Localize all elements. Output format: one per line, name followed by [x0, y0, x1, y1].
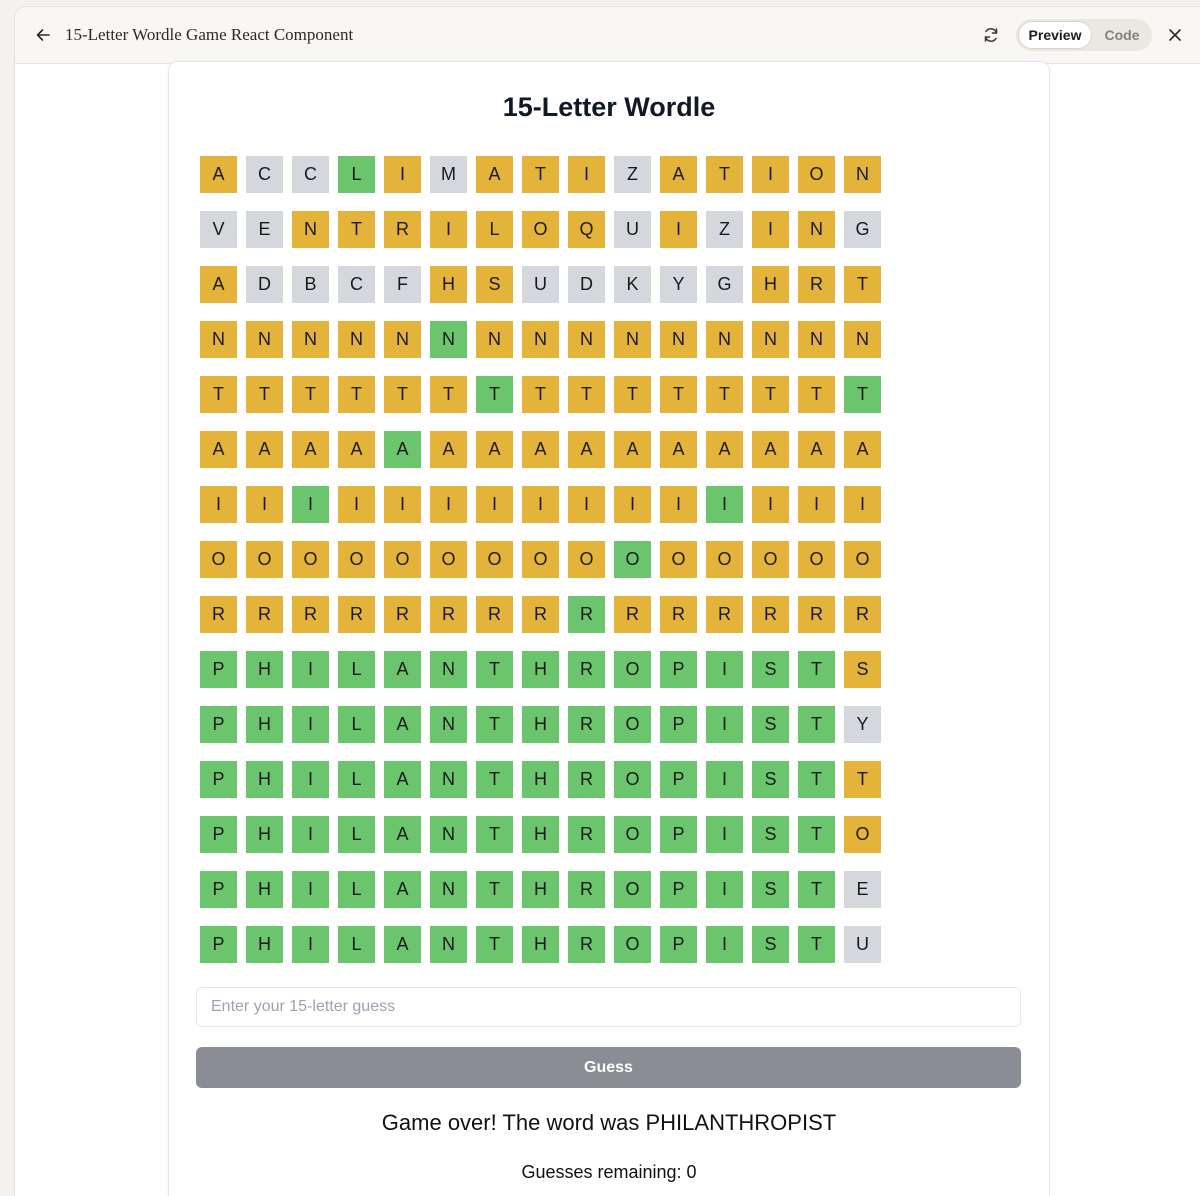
letter-tile-present: O [660, 541, 697, 578]
top-bar [15, 7, 1200, 64]
letter-tile-absent: B [292, 266, 329, 303]
letter-tile-present: T [246, 376, 283, 413]
letter-tile-absent: C [338, 266, 375, 303]
letter-tile-correct: S [752, 926, 789, 963]
letter-tile-present: R [798, 266, 835, 303]
letter-tile-correct: A [384, 871, 421, 908]
letter-tile-present: A [476, 431, 513, 468]
letter-tile-correct: T [798, 761, 835, 798]
letter-tile-correct: N [430, 816, 467, 853]
letter-tile-correct: T [798, 706, 835, 743]
letter-tile-present: A [200, 266, 237, 303]
letter-tile-present: I [568, 156, 605, 193]
back-button[interactable] [31, 23, 55, 47]
letter-tile-present: I [246, 486, 283, 523]
letter-tile-correct: N [430, 706, 467, 743]
letter-tile-present: N [798, 321, 835, 358]
letter-tile-present: N [522, 321, 559, 358]
letter-tile-correct: P [660, 926, 697, 963]
letter-tile-present: T [338, 376, 375, 413]
letter-tile-present: O [706, 541, 743, 578]
letter-tile-correct: P [200, 761, 237, 798]
letter-tile-correct: I [706, 816, 743, 853]
letter-tile-present: R [798, 596, 835, 633]
letter-tile-correct: P [660, 651, 697, 688]
letter-tile-absent: E [246, 211, 283, 248]
letter-tile-present: R [430, 596, 467, 633]
code-tab[interactable]: Code [1104, 27, 1140, 43]
letter-tile-present: T [430, 376, 467, 413]
letter-tile-correct: I [292, 816, 329, 853]
letter-tile-present: T [522, 156, 559, 193]
letter-tile-present: T [844, 761, 881, 798]
letter-tile-correct: P [200, 651, 237, 688]
letter-tile-correct: R [568, 596, 605, 633]
letter-tile-correct: T [476, 651, 513, 688]
preview-tab[interactable]: Preview [1018, 21, 1092, 49]
letter-tile-present: T [706, 376, 743, 413]
letter-tile-present: R [660, 596, 697, 633]
letter-tile-correct: T [798, 651, 835, 688]
letter-tile-present: O [384, 541, 421, 578]
letter-tile-present: A [752, 431, 789, 468]
letter-tile-correct: L [338, 761, 375, 798]
letter-tile-correct: O [614, 541, 651, 578]
letter-tile-present: O [522, 211, 559, 248]
letter-tile-present: A [200, 431, 237, 468]
letter-tile-present: N [476, 321, 513, 358]
letter-tile-present: T [384, 376, 421, 413]
letter-tile-absent: F [384, 266, 421, 303]
letter-tile-present: R [522, 596, 559, 633]
letter-tile-present: N [292, 211, 329, 248]
letter-tile-present: I [430, 486, 467, 523]
letter-tile-correct: P [660, 816, 697, 853]
letter-tile-correct: I [292, 871, 329, 908]
letter-tile-present: I [752, 486, 789, 523]
letter-tile-correct: I [706, 871, 743, 908]
guess-row [200, 486, 890, 523]
letter-tile-absent: C [246, 156, 283, 193]
artifact-title: 15-Letter Wordle Game React Component [65, 25, 354, 44]
letter-tile-correct: N [430, 321, 467, 358]
letter-tile-present: I [522, 486, 559, 523]
letter-tile-correct: T [798, 926, 835, 963]
letter-tile-absent: U [614, 211, 651, 248]
letter-tile-correct: R [568, 706, 605, 743]
letter-tile-present: I [798, 486, 835, 523]
letter-tile-present: I [752, 211, 789, 248]
letter-tile-correct: A [384, 431, 421, 468]
letter-tile-present: N [706, 321, 743, 358]
letter-tile-present: I [200, 486, 237, 523]
letter-tile-correct: N [430, 761, 467, 798]
letter-tile-present: O [246, 541, 283, 578]
letter-tile-correct: A [384, 651, 421, 688]
letter-tile-present: O [338, 541, 375, 578]
view-toggle [1016, 19, 1152, 51]
letter-tile-correct: T [476, 376, 513, 413]
letter-tile-absent: Y [844, 706, 881, 743]
letter-tile-absent: U [522, 266, 559, 303]
letter-tile-correct: H [522, 871, 559, 908]
letter-tile-present: R [338, 596, 375, 633]
letter-tile-correct: H [246, 761, 283, 798]
guess-row [200, 211, 890, 248]
letter-tile-correct: I [292, 926, 329, 963]
close-icon [1167, 27, 1183, 43]
letter-tile-present: O [200, 541, 237, 578]
guess-row [200, 926, 890, 963]
arrow-left-icon [34, 26, 52, 44]
letter-tile-present: R [246, 596, 283, 633]
guess-row [200, 761, 890, 798]
letter-tile-present: N [614, 321, 651, 358]
letter-tile-present: I [614, 486, 651, 523]
letter-tile-correct: T [844, 376, 881, 413]
letter-tile-present: O [430, 541, 467, 578]
letter-tile-present: R [384, 211, 421, 248]
letter-tile-present: T [292, 376, 329, 413]
letter-tile-correct: T [476, 761, 513, 798]
letter-tile-present: I [338, 486, 375, 523]
guess-row [200, 156, 890, 193]
letter-tile-absent: D [246, 266, 283, 303]
letter-tile-absent: K [614, 266, 651, 303]
guess-row [200, 871, 890, 908]
letter-tile-present: A [246, 431, 283, 468]
letter-tile-present: O [476, 541, 513, 578]
letter-tile-absent: Z [706, 211, 743, 248]
letter-tile-present: A [844, 431, 881, 468]
letter-tile-correct: H [522, 706, 559, 743]
letter-tile-correct: A [384, 706, 421, 743]
letter-tile-correct: H [522, 651, 559, 688]
letter-tile-correct: P [660, 871, 697, 908]
letter-tile-correct: P [200, 816, 237, 853]
letter-tile-present: S [476, 266, 513, 303]
letter-tile-absent: Y [660, 266, 697, 303]
letter-tile-correct: T [476, 706, 513, 743]
letter-tile-correct: P [200, 871, 237, 908]
letter-tile-present: A [338, 431, 375, 468]
letter-tile-present: O [798, 156, 835, 193]
letter-tile-absent: Z [614, 156, 651, 193]
letter-tile-correct: L [338, 706, 375, 743]
letter-tile-present: O [798, 541, 835, 578]
letter-tile-present: N [338, 321, 375, 358]
letter-tile-correct: O [614, 926, 651, 963]
letter-tile-correct: P [660, 761, 697, 798]
letter-tile-present: N [660, 321, 697, 358]
letter-tile-correct: T [476, 816, 513, 853]
letter-tile-correct: S [752, 761, 789, 798]
letter-tile-present: N [844, 156, 881, 193]
letter-tile-correct: H [522, 761, 559, 798]
letter-tile-present: R [292, 596, 329, 633]
letter-tile-correct: L [338, 926, 375, 963]
guess-row [200, 376, 890, 413]
letter-tile-correct: L [338, 651, 375, 688]
letter-tile-correct: R [568, 926, 605, 963]
letter-tile-correct: I [706, 651, 743, 688]
letter-tile-present: A [200, 156, 237, 193]
letter-tile-correct: I [292, 706, 329, 743]
guess-row [200, 816, 890, 853]
guesses-remaining: Guesses remaining: 0 [521, 1162, 697, 1182]
letter-tile-absent: G [844, 211, 881, 248]
letter-tile-correct: T [476, 926, 513, 963]
letter-tile-correct: I [706, 486, 743, 523]
guess-input[interactable] [196, 987, 1021, 1027]
letter-tile-present: T [706, 156, 743, 193]
letter-tile-absent: G [706, 266, 743, 303]
letter-tile-absent: M [430, 156, 467, 193]
letter-tile-present: I [568, 486, 605, 523]
letter-tile-present: R [706, 596, 743, 633]
letter-tile-correct: N [430, 651, 467, 688]
guess-row [200, 431, 890, 468]
guess-row [200, 321, 890, 358]
letter-tile-correct: S [752, 651, 789, 688]
letter-tile-present: T [568, 376, 605, 413]
letter-tile-present: T [798, 376, 835, 413]
letter-tile-correct: O [614, 651, 651, 688]
letter-tile-present: N [384, 321, 421, 358]
guess-button[interactable]: Guess [196, 1047, 1021, 1088]
guess-row [200, 266, 890, 303]
letter-tile-present: Q [568, 211, 605, 248]
letter-tile-correct: A [384, 761, 421, 798]
game-status: Game over! The word was PHILANTHROPIST [381, 1110, 837, 1135]
letter-tile-correct: N [430, 926, 467, 963]
letter-tile-present: T [614, 376, 651, 413]
letter-tile-correct: I [706, 761, 743, 798]
letter-tile-present: H [752, 266, 789, 303]
letter-tile-present: N [798, 211, 835, 248]
letter-tile-absent: U [844, 926, 881, 963]
letter-tile-present: I [660, 486, 697, 523]
letter-tile-correct: H [246, 871, 283, 908]
letter-tile-correct: I [292, 761, 329, 798]
letter-tile-correct: R [568, 816, 605, 853]
wordle-card [168, 61, 1050, 1196]
letter-tile-present: T [522, 376, 559, 413]
letter-tile-correct: I [292, 651, 329, 688]
letter-tile-correct: H [522, 926, 559, 963]
letter-tile-present: S [844, 651, 881, 688]
letter-tile-absent: V [200, 211, 237, 248]
guess-row [200, 706, 890, 743]
letter-tile-correct: A [384, 816, 421, 853]
letter-tile-absent: D [568, 266, 605, 303]
letter-tile-correct: P [200, 926, 237, 963]
guess-row [200, 651, 890, 688]
letter-tile-correct: A [384, 926, 421, 963]
letter-tile-present: O [752, 541, 789, 578]
letter-tile-correct: S [752, 816, 789, 853]
letter-tile-present: N [246, 321, 283, 358]
letter-tile-correct: S [752, 706, 789, 743]
letter-tile-absent: C [292, 156, 329, 193]
letter-tile-present: I [384, 486, 421, 523]
letter-tile-present: R [476, 596, 513, 633]
letter-tile-present: R [384, 596, 421, 633]
letter-tile-present: A [430, 431, 467, 468]
letter-tile-correct: O [614, 816, 651, 853]
letter-tile-present: R [752, 596, 789, 633]
letter-tile-present: N [292, 321, 329, 358]
letter-tile-correct: T [798, 816, 835, 853]
refresh-icon [982, 26, 1000, 44]
letter-tile-correct: T [476, 871, 513, 908]
letter-tile-present: I [384, 156, 421, 193]
letter-tile-present: N [752, 321, 789, 358]
letter-tile-present: A [292, 431, 329, 468]
letter-tile-correct: H [246, 816, 283, 853]
letter-tile-present: L [476, 211, 513, 248]
guess-row [200, 541, 890, 578]
letter-tile-correct: R [568, 761, 605, 798]
letter-tile-present: I [476, 486, 513, 523]
letter-tile-correct: T [798, 871, 835, 908]
letter-tile-present: I [752, 156, 789, 193]
letter-tile-present: I [430, 211, 467, 248]
letter-tile-present: T [338, 211, 375, 248]
letter-tile-present: O [522, 541, 559, 578]
letter-tile-correct: O [614, 761, 651, 798]
letter-tile-present: I [660, 211, 697, 248]
letter-tile-correct: O [614, 706, 651, 743]
letter-tile-present: R [200, 596, 237, 633]
letter-tile-present: A [660, 431, 697, 468]
letter-tile-present: N [200, 321, 237, 358]
letter-tile-present: A [614, 431, 651, 468]
letter-tile-correct: S [752, 871, 789, 908]
letter-tile-correct: P [660, 706, 697, 743]
game-title: 15-Letter Wordle [502, 92, 716, 122]
letter-tile-correct: P [200, 706, 237, 743]
letter-tile-present: T [660, 376, 697, 413]
letter-tile-present: R [844, 596, 881, 633]
letter-tile-present: A [568, 431, 605, 468]
letter-tile-present: T [200, 376, 237, 413]
letter-grid [200, 156, 890, 981]
letter-tile-correct: L [338, 816, 375, 853]
letter-tile-present: A [706, 431, 743, 468]
letter-tile-correct: N [430, 871, 467, 908]
letter-tile-correct: O [614, 871, 651, 908]
guess-row [200, 596, 890, 633]
letter-tile-correct: L [338, 156, 375, 193]
letter-tile-present: A [522, 431, 559, 468]
letter-tile-correct: H [522, 816, 559, 853]
letter-tile-present: A [798, 431, 835, 468]
letter-tile-present: O [844, 541, 881, 578]
letter-tile-present: O [568, 541, 605, 578]
letter-tile-correct: I [706, 926, 743, 963]
letter-tile-correct: I [292, 486, 329, 523]
letter-tile-correct: I [706, 706, 743, 743]
letter-tile-present: A [660, 156, 697, 193]
letter-tile-correct: H [246, 706, 283, 743]
close-button[interactable] [1163, 23, 1187, 47]
letter-tile-present: O [844, 816, 881, 853]
app-window [14, 6, 1200, 1196]
letter-tile-present: A [476, 156, 513, 193]
letter-tile-present: T [844, 266, 881, 303]
letter-tile-present: N [568, 321, 605, 358]
letter-tile-correct: R [568, 651, 605, 688]
letter-tile-absent: E [844, 871, 881, 908]
letter-tile-present: N [844, 321, 881, 358]
letter-tile-present: T [752, 376, 789, 413]
letter-tile-correct: R [568, 871, 605, 908]
letter-tile-present: H [430, 266, 467, 303]
letter-tile-correct: H [246, 651, 283, 688]
letter-tile-present: O [292, 541, 329, 578]
letter-tile-correct: H [246, 926, 283, 963]
refresh-button[interactable] [979, 23, 1003, 47]
letter-tile-correct: L [338, 871, 375, 908]
letter-tile-present: R [614, 596, 651, 633]
letter-tile-present: I [844, 486, 881, 523]
